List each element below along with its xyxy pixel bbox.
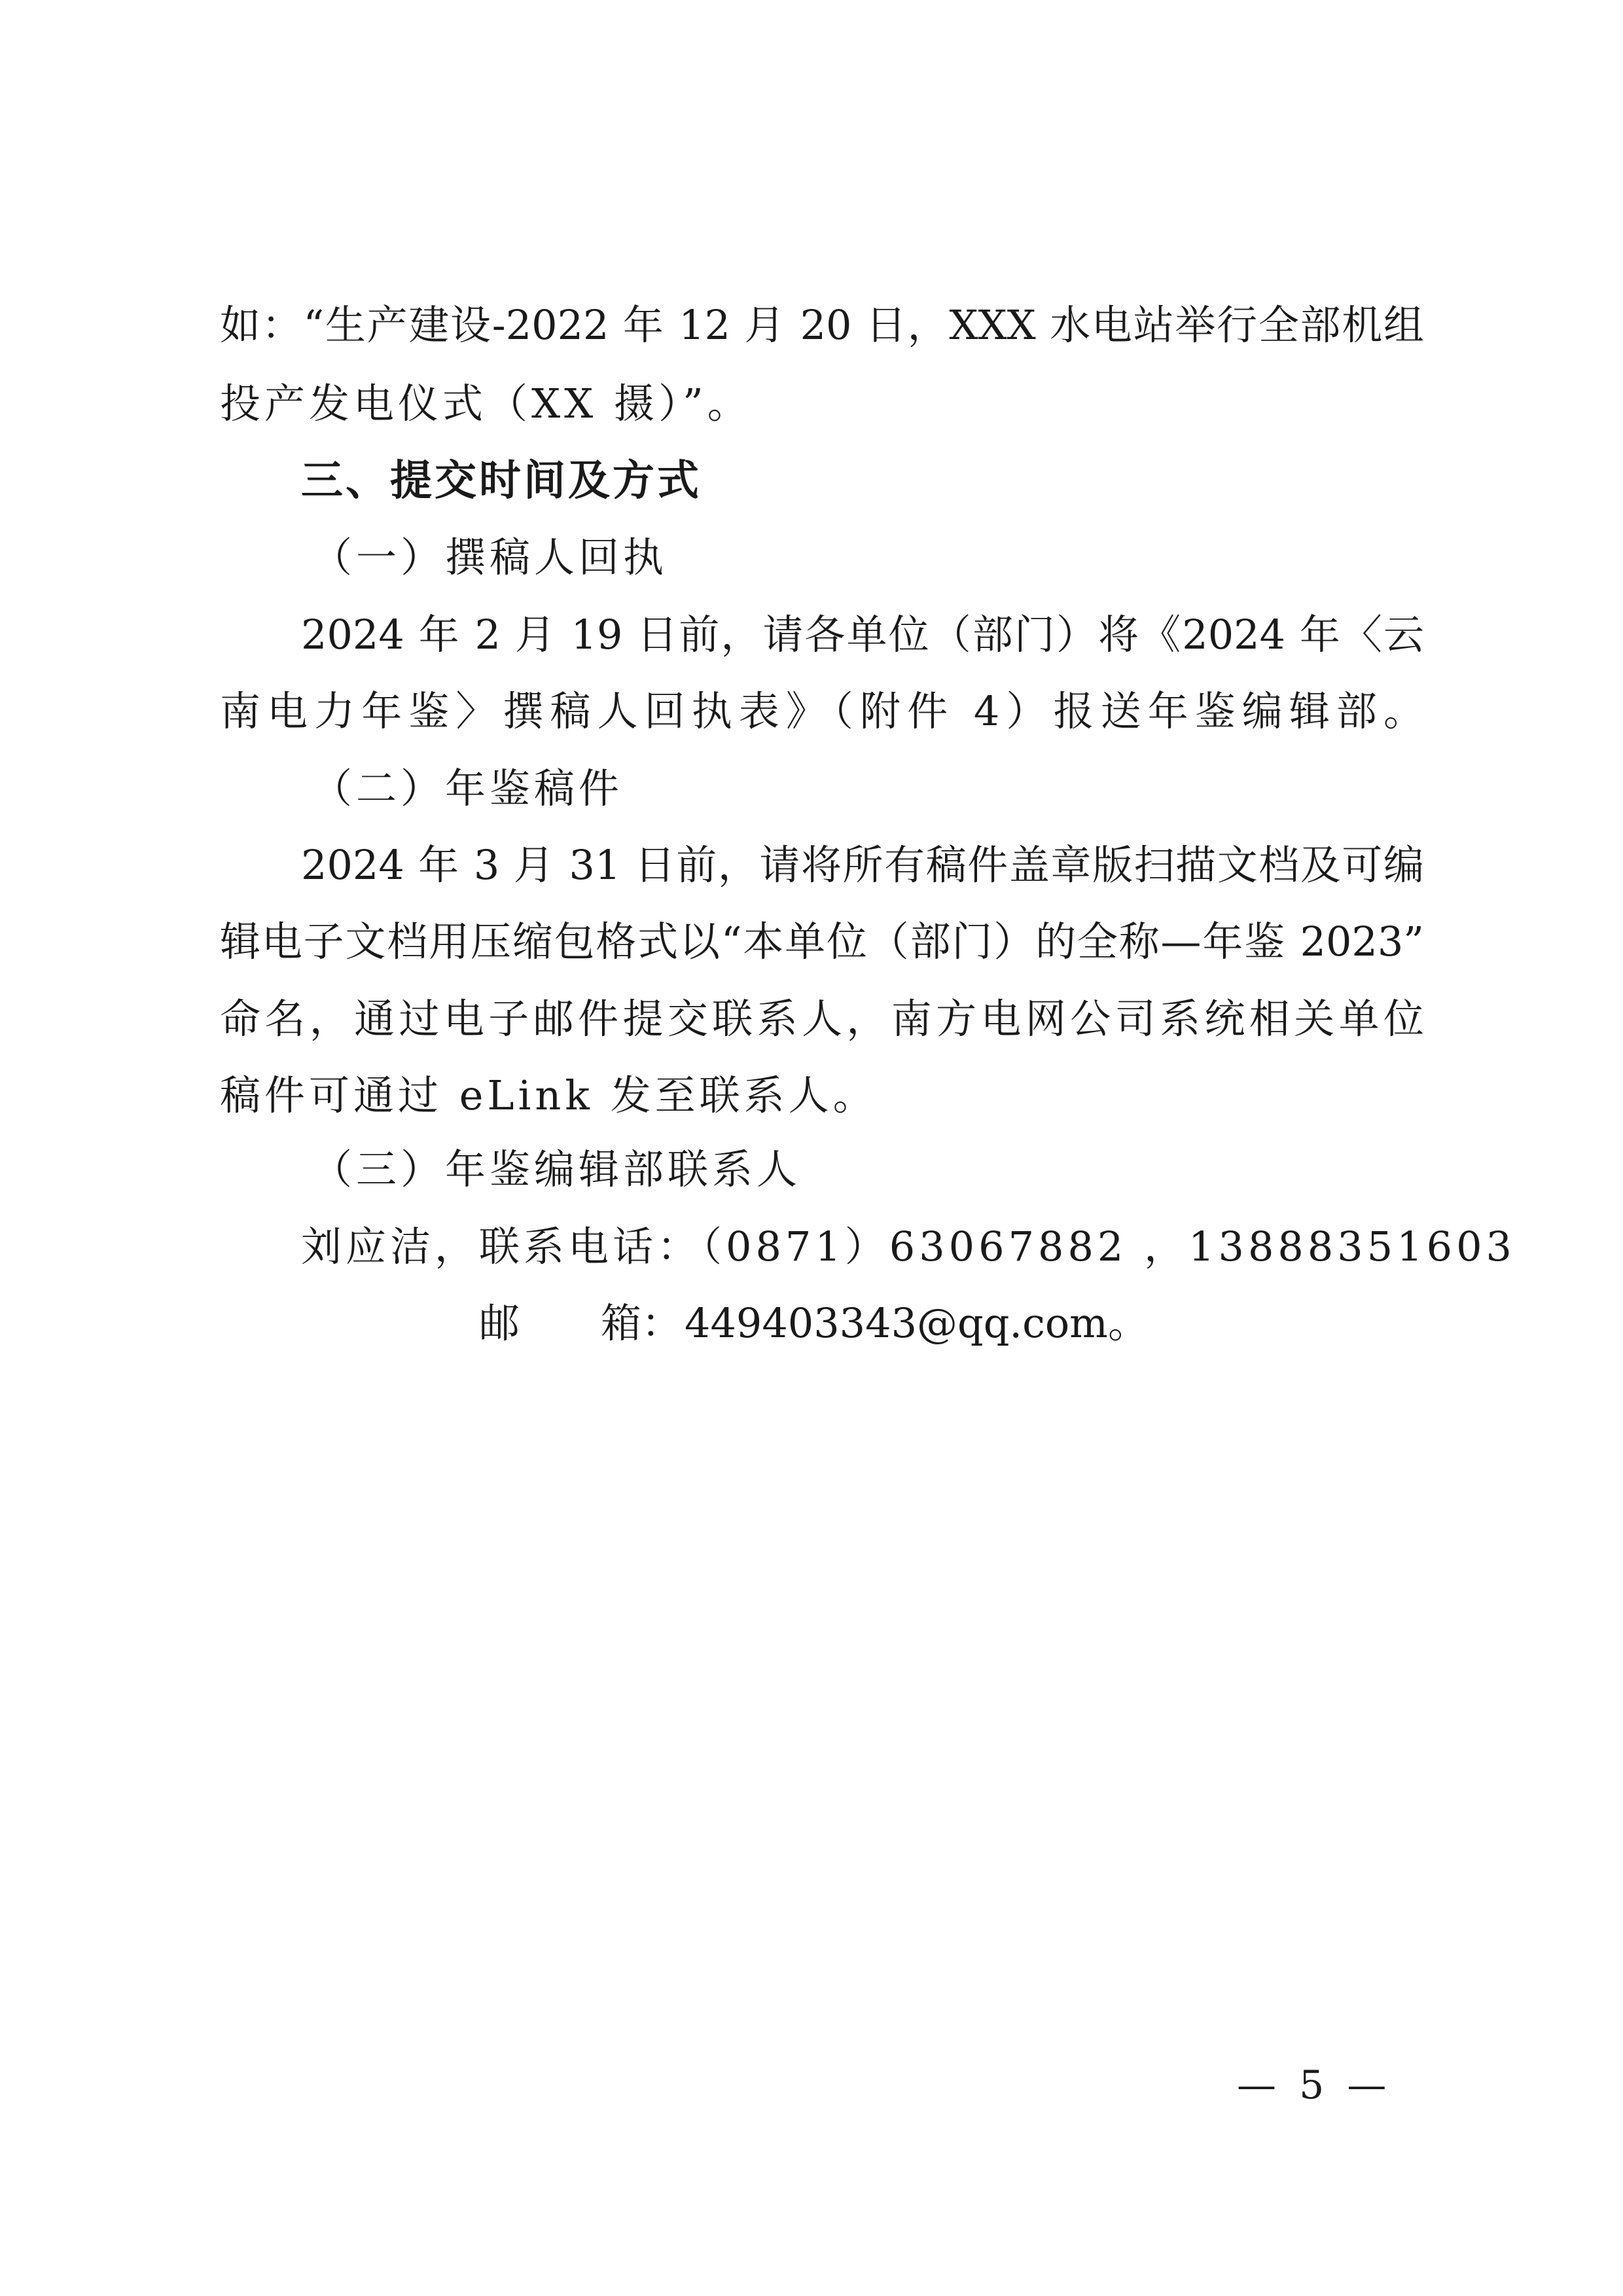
page-number: — 5 — <box>1237 2062 1392 2108</box>
subsection-heading-3: （三）年鉴编辑部联系人 <box>312 1145 802 1193</box>
body-line-8: 稿件可通过 eLink 发至联系人。 <box>220 1071 878 1119</box>
subsection-heading-2: （二）年鉴稿件 <box>312 764 624 812</box>
email-address: 449403343@qq.com。 <box>685 1299 1149 1347</box>
email-label-part2: 箱： <box>601 1299 683 1347</box>
body-line-3: 2024 年 2 月 19 日前，请各单位（部门）将《2024 年〈云 <box>301 611 1424 658</box>
body-line-1: 如：“生产建设-2022 年 12 月 20 日，XXX 水电站举行全部机组 <box>220 301 1424 349</box>
body-line-6: 辑电子文档用压缩包格式以“本单位（部门）的全称—年鉴 2023” <box>220 918 1424 965</box>
body-line-4: 南电力年鉴〉撰稿人回执表》（附件 4）报送年鉴编辑部。 <box>220 687 1424 735</box>
body-line-5: 2024 年 3 月 31 日前，请将所有稿件盖章版扫描文档及可编 <box>301 841 1424 889</box>
body-line-7: 命名，通过电子邮件提交联系人，南方电网公司系统相关单位 <box>220 995 1424 1043</box>
email-label-part1: 邮 <box>479 1299 520 1347</box>
body-line-2: 投产发电仪式（XX 摄）”。 <box>220 380 752 427</box>
subsection-heading-1: （一）撰稿人回执 <box>312 533 668 581</box>
section-heading-3: 三、提交时间及方式 <box>301 457 702 505</box>
contact-phone-line: 刘应洁，联系电话：（0871）63067882 ，13888351603 <box>301 1223 1516 1270</box>
